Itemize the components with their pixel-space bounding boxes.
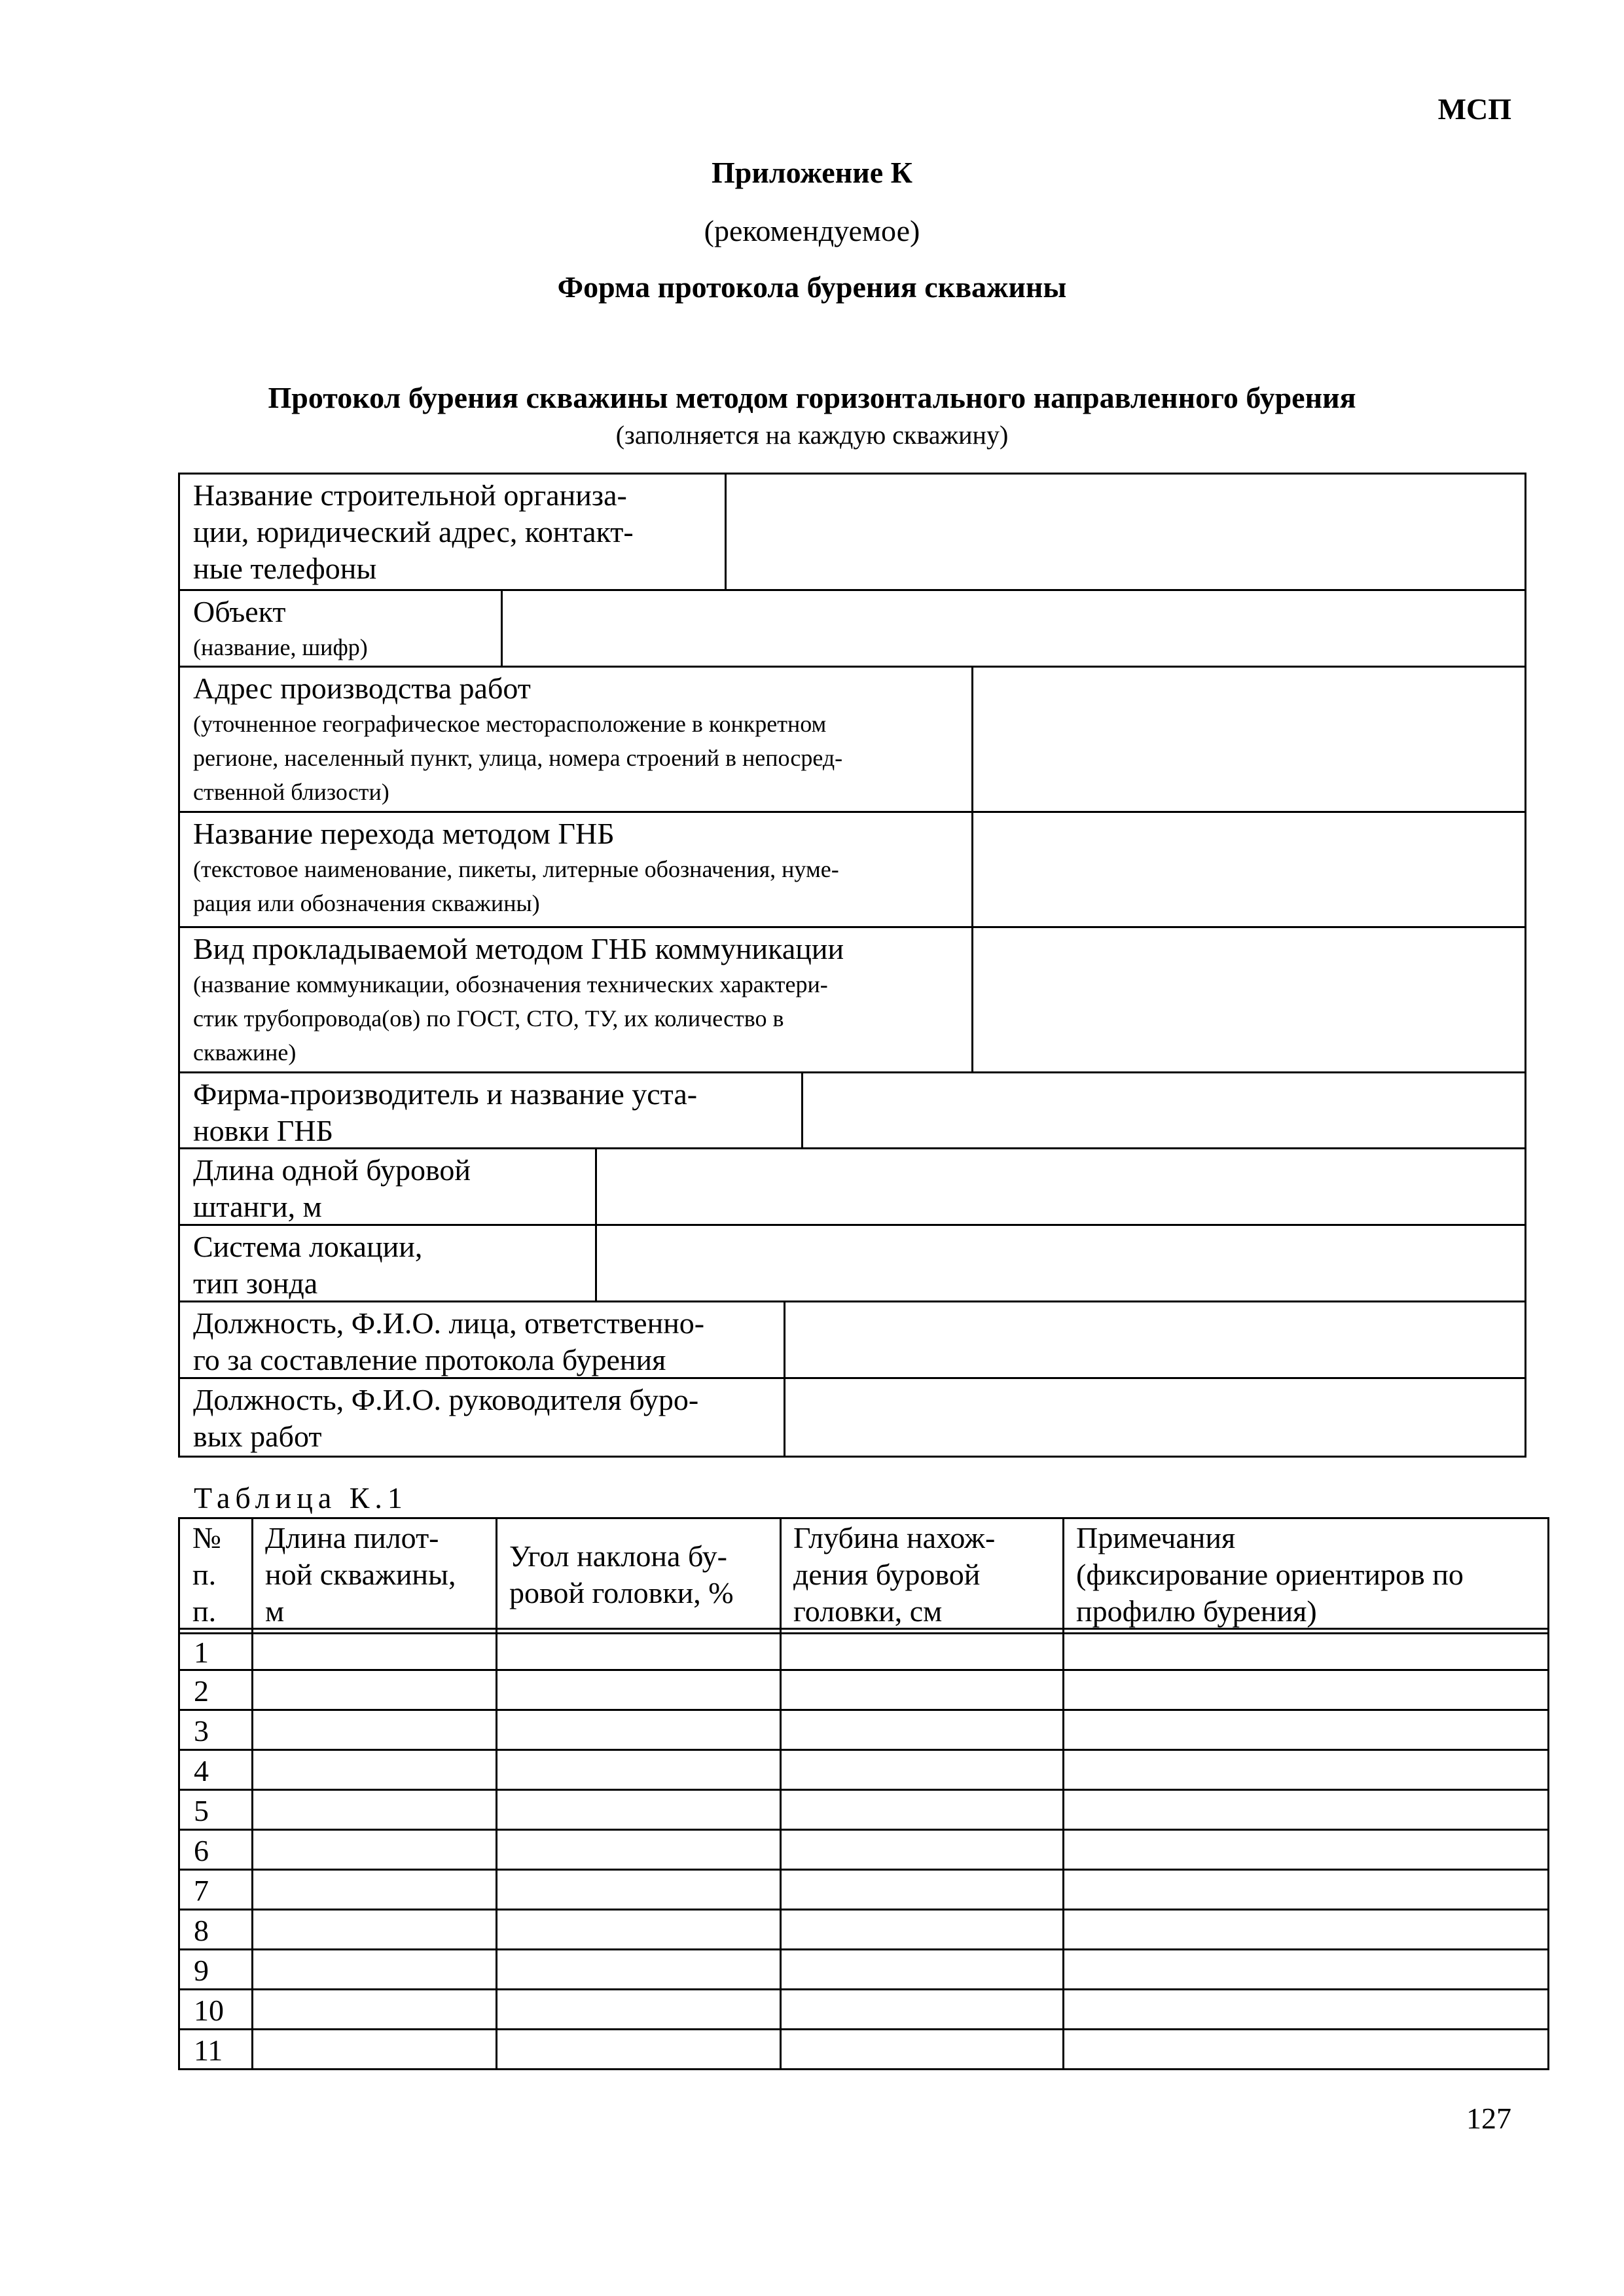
form-row-utility-type: [180, 928, 1525, 1073]
form-row-crossing-name: [180, 813, 1525, 928]
table-row-number: 9: [194, 1954, 209, 1987]
form-row-value-field[interactable]: [803, 1073, 1525, 1147]
form-row-label: Должность, Ф.И.О. лица, ответственно- го за составление протокола бурения: [193, 1306, 705, 1376]
form-row-label: Название перехода методом ГНБ (текстовое наименование, пикеты, литерные обозначения, нуме- рация или обозначения скважины): [193, 817, 839, 916]
table-row-number: 7: [194, 1874, 209, 1907]
table-row-number: 1: [194, 1636, 209, 1669]
appendix-title: Приложение К: [712, 156, 912, 189]
form-row-value-field[interactable]: [597, 1226, 1525, 1300]
table-caption: Таблица К.1: [194, 1481, 408, 1515]
table-header-pilot-length: Длина пилот- ной скважины, м: [265, 1521, 456, 1628]
appendix-status: (рекомендуемое): [704, 214, 920, 247]
form-row-value-field[interactable]: [503, 591, 1525, 666]
table-row-number: 2: [194, 1674, 209, 1708]
form-row-rod-length: [180, 1149, 1525, 1226]
table-row-number: 3: [194, 1714, 209, 1748]
form-row-responsible-person: [180, 1302, 1525, 1379]
form-row-value-field[interactable]: [785, 1379, 1525, 1456]
form-row-rig-manufacturer: [180, 1073, 1525, 1149]
protocol-title: Протокол бурения скважины методом горизонтального направленного бурения: [268, 381, 1356, 414]
form-row-label: Фирма-производитель и название уста- новки ГНБ: [193, 1077, 698, 1147]
form-row-value-field[interactable]: [973, 668, 1525, 811]
form-row-object: [180, 591, 1525, 668]
form-row-drilling-supervisor: [180, 1379, 1525, 1456]
form-row-value-field[interactable]: [727, 475, 1525, 589]
table-row-number: 8: [194, 1914, 209, 1947]
page-number: 127: [1466, 2102, 1511, 2135]
document-code: МСП: [1437, 92, 1511, 126]
form-row-value-field[interactable]: [785, 1302, 1525, 1377]
form-row-label: Вид прокладываемой методом ГНБ коммуникации (название коммуникации, обозначения технических характери- стик трубопровода(ов) по ГОСТ, СТО, ТУ, их количество в скважине): [193, 932, 844, 1066]
form-row-value-field[interactable]: [973, 928, 1525, 1071]
protocol-form-table: [178, 473, 1526, 1458]
form-row-work-address: [180, 668, 1525, 813]
table-header-notes: Примечания (фиксирование ориентиров по профилю бурения): [1076, 1521, 1464, 1628]
table-header-head-angle: Угол наклона бу- ровой головки, %: [509, 1539, 734, 1609]
form-row-organization: [180, 475, 1525, 591]
form-row-label: Должность, Ф.И.О. руководителя буро- вых работ: [193, 1383, 699, 1453]
table-row-number: 5: [194, 1794, 209, 1827]
table-row-number: 10: [194, 1994, 224, 2027]
form-row-value-field[interactable]: [597, 1149, 1525, 1224]
table-header-number: № п. п.: [192, 1521, 221, 1628]
form-row-label: Длина одной буровой штанги, м: [193, 1153, 471, 1223]
table-header-head-depth: Глубина нахож- дения буровой головки, см: [793, 1521, 996, 1628]
form-row-label: Объект (название, шифр): [193, 595, 368, 660]
table-row-number: 4: [194, 1754, 209, 1787]
form-row-location-system: [180, 1226, 1525, 1302]
protocol-note: (заполняется на каждую скважину): [615, 420, 1009, 450]
table-row-number: 6: [194, 1834, 209, 1867]
form-row-label: Система локации, тип зонда: [193, 1230, 423, 1300]
table-row-number: 11: [194, 2034, 223, 2067]
form-row-label: Адрес производства работ (уточненное географическое месторасположение в конкретном регионе, населенный пункт, улица, номера строений в непосред- ственной близости): [193, 672, 843, 805]
form-title: Форма протокола бурения скважины: [557, 270, 1067, 304]
form-row-value-field[interactable]: [973, 813, 1525, 926]
form-row-label: Название строительной организа- ции, юридический адрес, контакт- ные телефоны: [193, 478, 634, 585]
